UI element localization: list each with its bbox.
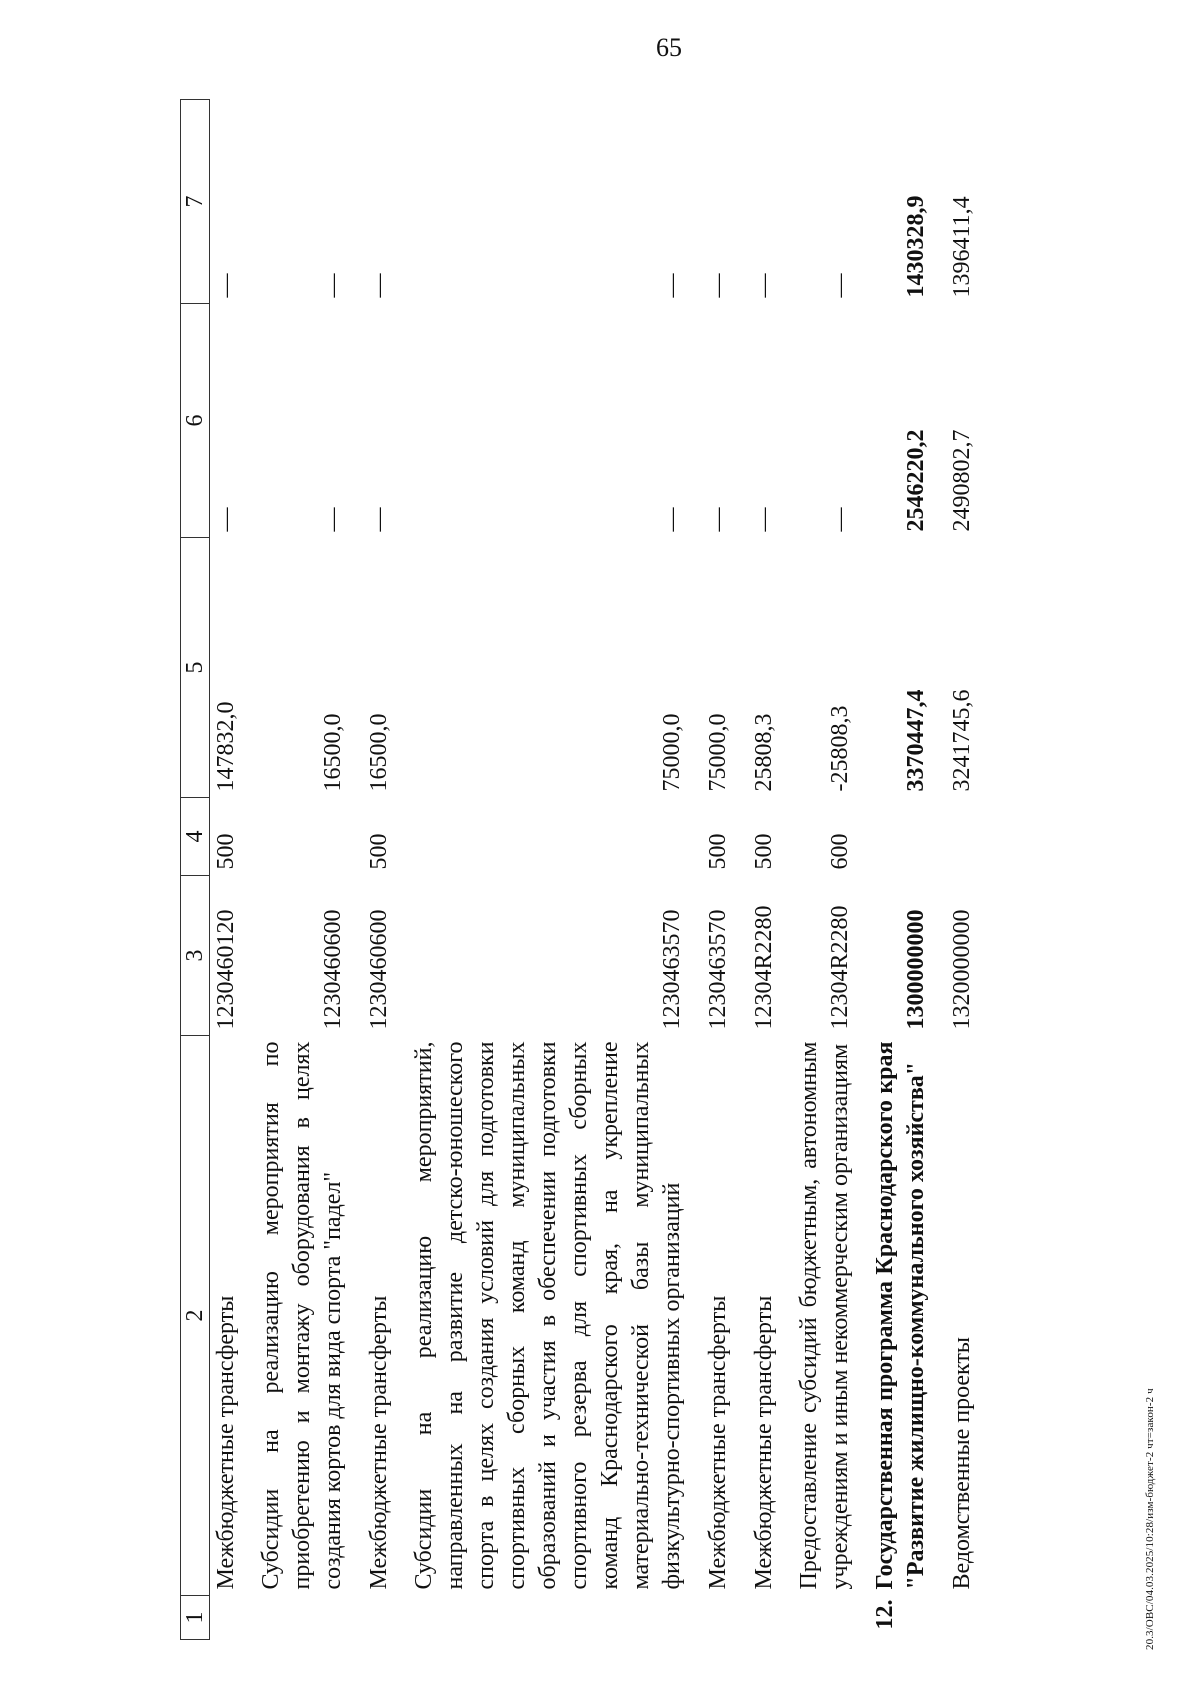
cell-expense-type: [409, 798, 688, 876]
cell-amount-5: 3370447,4: [903, 689, 929, 792]
page-number: 65: [656, 33, 682, 62]
cell-number: [409, 1596, 688, 1640]
cell-amount-5: 147832,0: [213, 701, 239, 792]
header-col-3: 3: [181, 876, 210, 1036]
spacer-cell: [734, 100, 748, 304]
row-spacer: [780, 100, 794, 1640]
cell-number: [748, 1596, 780, 1640]
spacer-cell: [932, 798, 946, 876]
spacer-cell: [780, 538, 794, 798]
spacer-cell: [395, 304, 409, 538]
header-row: [181, 100, 210, 1640]
cell-number: [702, 1596, 734, 1640]
cell-expense-type: 500: [366, 833, 392, 870]
cell-code: 12304R2280: [827, 905, 853, 1030]
cell-amount-7: —: [751, 273, 777, 298]
spacer-cell: [780, 1036, 794, 1596]
cell-amount-7: —: [827, 273, 853, 298]
spacer-cell: [734, 1596, 748, 1640]
cell-expense-type: [256, 798, 349, 876]
spacer-cell: [349, 798, 363, 876]
cell-amount-5: 16500,0: [366, 713, 392, 792]
spacer-cell: [349, 100, 363, 304]
cell-amount-7: —: [213, 273, 239, 298]
table-row: [256, 100, 349, 1640]
cell-name: Ведомственные проекты: [949, 1337, 975, 1590]
cell-amount-5: 25808,3: [751, 713, 777, 792]
cell-name: Межбюджетные трансферты: [213, 1295, 239, 1590]
section-number: 12.: [872, 1599, 898, 1630]
cell-code: 1230460600: [366, 909, 392, 1030]
cell-amount-7: —: [320, 273, 346, 298]
spacer-cell: [856, 1596, 870, 1640]
spacer-cell: [734, 1036, 748, 1596]
cell-code: 1230460120: [213, 909, 239, 1030]
cell-expense-type: 500: [751, 833, 777, 870]
spacer-cell: [932, 100, 946, 304]
cell-name: Межбюджетные трансферты: [705, 1295, 731, 1590]
spacer-cell: [395, 876, 409, 1036]
cell-amount-7: —: [366, 273, 392, 298]
row-spacer: [349, 100, 363, 1640]
spacer-cell: [349, 1036, 363, 1596]
cell-code: 1230463570: [659, 909, 685, 1030]
cell-amount-6: —: [827, 507, 853, 532]
spacer-cell: [688, 876, 702, 1036]
row-spacer: [688, 100, 702, 1640]
header-col-7: 7: [181, 100, 210, 304]
spacer-cell: [242, 1596, 256, 1640]
cell-expense-type: [870, 798, 932, 876]
cell-amount-5: 16500,0: [320, 713, 346, 792]
spacer-cell: [856, 798, 870, 876]
cell-amount-6: —: [366, 507, 392, 532]
cell-number: [210, 1596, 243, 1640]
cell-amount-6: —: [320, 507, 346, 532]
spacer-cell: [780, 100, 794, 304]
header-col-2: 2: [181, 1036, 210, 1596]
table-row: [748, 100, 780, 1640]
spacer-cell: [688, 304, 702, 538]
cell-code: 1300000000: [903, 909, 929, 1030]
cell-code: 1230460600: [320, 909, 346, 1030]
cell-code: 1230463570: [705, 909, 731, 1030]
rotated-table-wrapper: [180, 100, 1080, 1640]
table-row: [794, 100, 856, 1640]
table-row: [409, 100, 688, 1640]
spacer-cell: [349, 538, 363, 798]
spacer-cell: [734, 876, 748, 1036]
spacer-cell: [734, 538, 748, 798]
row-spacer: [856, 100, 870, 1640]
spacer-cell: [688, 100, 702, 304]
spacer-cell: [856, 100, 870, 304]
spacer-cell: [349, 876, 363, 1036]
cell-amount-5: 3241745,6: [949, 689, 975, 792]
cell-expense-type: 500: [213, 833, 239, 870]
spacer-cell: [395, 538, 409, 798]
cell-amount-5: 75000,0: [659, 713, 685, 792]
cell-amount-6: —: [213, 507, 239, 532]
table-row: [363, 100, 395, 1640]
spacer-cell: [780, 304, 794, 538]
spacer-cell: [395, 1036, 409, 1596]
table-row: [210, 100, 243, 1640]
cell-name: Субсидии на реализацию мероприятия по приобретению и монтажу оборудования в целях создания кортов для вида спорта "падел": [258, 1041, 346, 1590]
cell-amount-6: —: [705, 507, 731, 532]
spacer-cell: [242, 538, 256, 798]
cell-amount-7: 1430328,9: [903, 195, 929, 298]
spacer-cell: [242, 304, 256, 538]
cell-number: [794, 1596, 856, 1640]
spacer-cell: [734, 304, 748, 538]
spacer-cell: [932, 1036, 946, 1596]
spacer-cell: [242, 876, 256, 1036]
cell-amount-7: —: [705, 273, 731, 298]
cell-amount-6: 2546220,2: [903, 429, 929, 532]
cell-amount-7: 1396411,4: [949, 196, 975, 298]
spacer-cell: [688, 1596, 702, 1640]
cell-code: 12304R2280: [751, 905, 777, 1030]
header-col-1: 1: [181, 1596, 210, 1640]
spacer-cell: [780, 1596, 794, 1640]
cell-name: Межбюджетные трансферты: [366, 1295, 392, 1590]
budget-table: [180, 99, 978, 1640]
spacer-cell: [349, 304, 363, 538]
spacer-cell: [242, 100, 256, 304]
header-col-4: 4: [181, 798, 210, 876]
row-spacer: [932, 100, 946, 1640]
cell-code: 1320000000: [949, 909, 975, 1030]
row-spacer: [734, 100, 748, 1640]
cell-amount-7: —: [659, 273, 685, 298]
spacer-cell: [780, 876, 794, 1036]
spacer-cell: [932, 1596, 946, 1640]
row-spacer: [242, 100, 256, 1640]
table-row: [946, 100, 978, 1640]
cell-name: Предоставление субсидий бюджетным, автономным учреждениям и иным некоммерческим организациям: [796, 1041, 853, 1590]
spacer-cell: [688, 538, 702, 798]
spacer-cell: [856, 538, 870, 798]
spacer-cell: [932, 304, 946, 538]
table-row: [702, 100, 734, 1640]
spacer-cell: [688, 798, 702, 876]
table-body: [210, 100, 979, 1640]
row-spacer: [395, 100, 409, 1640]
header-col-5: 5: [181, 538, 210, 798]
spacer-cell: [856, 1036, 870, 1596]
cell-expense-type: [946, 798, 978, 876]
cell-name: Субсидии на реализацию мероприятий, направленных на развитие детско-юношеского спорта в целях создания условий для подготовки спортивных сборных команд муниципальных образований и участия в обеспечении подготовки спортивного резерва для спортивных сборных команд Краснодарского края, на укрепление материально-технической базы муниципальных физкультурно-спортивных организаций: [411, 1041, 685, 1590]
spacer-cell: [856, 304, 870, 538]
spacer-cell: [242, 798, 256, 876]
cell-number: [363, 1596, 395, 1640]
spacer-cell: [242, 1036, 256, 1596]
section-title: Государственная программа Краснодарского края "Развитие жилищно-коммунального хозяйства": [872, 1041, 929, 1590]
cell-expense-type: 500: [705, 833, 731, 870]
spacer-cell: [395, 798, 409, 876]
footer-document-code: 20.3/ОВС/04.03.2025/10:28/изм-бюджет-2 чт=закон-2 ч: [1144, 1388, 1156, 1650]
spacer-cell: [932, 538, 946, 798]
cell-amount-6: 2490802,7: [949, 429, 975, 532]
cell-amount-6: —: [659, 507, 685, 532]
spacer-cell: [395, 100, 409, 304]
spacer-cell: [688, 1036, 702, 1596]
spacer-cell: [856, 876, 870, 1036]
cell-expense-type: 600: [827, 833, 853, 870]
cell-number: [256, 1596, 349, 1640]
cell-number: [946, 1596, 978, 1640]
cell-name: Межбюджетные трансферты: [751, 1295, 777, 1590]
cell-name: [870, 1036, 932, 1630]
spacer-cell: [780, 798, 794, 876]
cell-amount-6: —: [751, 507, 777, 532]
spacer-cell: [349, 1596, 363, 1640]
section-row: [870, 100, 932, 1640]
cell-amount-5: 75000,0: [705, 713, 731, 792]
spacer-cell: [932, 876, 946, 1036]
cell-amount-5: -25808,3: [827, 705, 853, 792]
header-col-6: 6: [181, 304, 210, 538]
spacer-cell: [734, 798, 748, 876]
spacer-cell: [395, 1596, 409, 1640]
